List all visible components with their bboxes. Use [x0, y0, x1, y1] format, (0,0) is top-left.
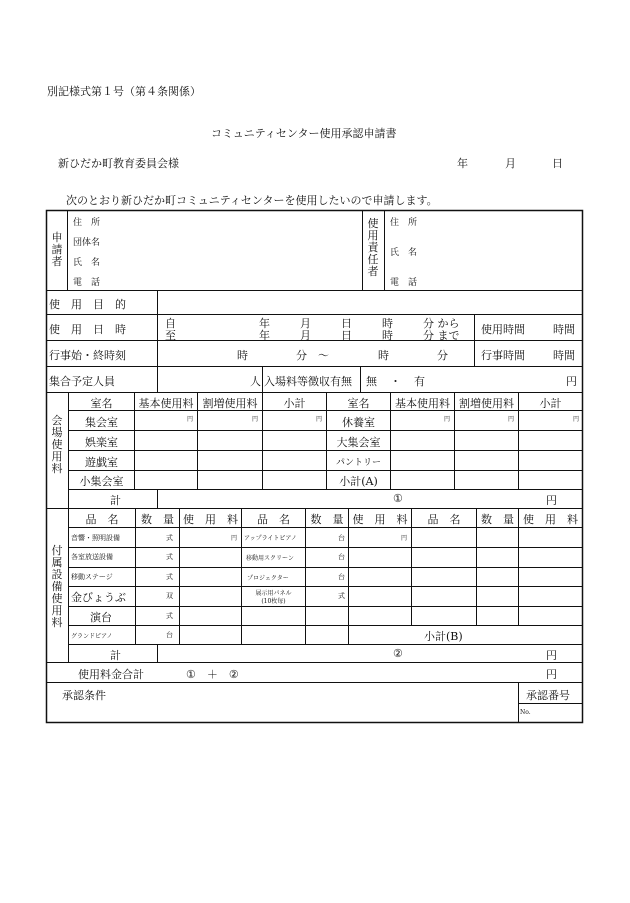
venue-section-label: 会場使用料	[51, 414, 63, 475]
approval-number-label: 承認番号	[526, 689, 570, 702]
venue-header-surcharge-2: 割増使用料	[459, 397, 514, 410]
intro-text: 次のとおり新ひだか町コミュニティセンターを使用したいので申請します。	[66, 194, 438, 207]
event-minute-2: 分	[437, 349, 448, 362]
admission-separator: ・	[390, 375, 401, 388]
from-label: 自	[165, 317, 176, 330]
equip-header-item-3: 品 名	[427, 513, 461, 526]
equipment-total-yen: 円	[546, 649, 557, 662]
day-label-2: 日	[341, 329, 352, 342]
equipment-unit: 式	[166, 573, 173, 581]
venue-header-basic-2: 基本使用料	[395, 397, 450, 410]
grand-total-formula: ① ＋ ②	[186, 668, 239, 681]
tilde: 〜	[318, 349, 329, 362]
equipment-item: 金びょうぶ	[71, 591, 126, 604]
form-reference: 別記様式第１号（第４条関係）	[47, 85, 201, 98]
yen-unit: 円	[316, 416, 323, 423]
event-hour-2: 時	[378, 349, 389, 362]
hour-label-2: 時	[382, 329, 393, 342]
equip-header-qty-3: 数 量	[481, 513, 514, 526]
equipment-item: グランドピアノ	[71, 633, 113, 640]
equip-header-item-2: 品 名	[257, 513, 290, 526]
org-label: 団体名	[73, 238, 101, 248]
use-date-label: 使 用 日 時	[49, 323, 126, 336]
venue-header-room-2: 室名	[347, 397, 370, 410]
yen-unit: 円	[187, 416, 194, 423]
equipment-item: 展示用パネル	[255, 590, 292, 597]
yen-unit: 円	[508, 416, 515, 423]
yen-unit: 円	[401, 535, 408, 542]
equipment-item: アップライトピアノ	[244, 535, 297, 542]
venue-total-mark: ①	[393, 492, 403, 505]
name-label: 氏 名	[73, 258, 101, 268]
manager-phone-label: 電 話	[390, 278, 418, 288]
subtotal-a-label: 小計(A)	[339, 475, 378, 488]
room-name: 娯楽室	[85, 436, 118, 449]
manager-name-label: 氏 名	[390, 248, 418, 258]
admission-yes: 有	[414, 375, 425, 388]
event-hour: 時	[237, 349, 248, 362]
phone-label: 電 話	[73, 278, 101, 288]
month-label: 月	[300, 317, 311, 330]
venue-header-surcharge: 割増使用料	[202, 397, 258, 410]
equip-header-fee-2: 使 用 料	[352, 513, 408, 526]
attendees-label: 集合予定人員	[49, 375, 115, 388]
yen-unit: 円	[252, 416, 259, 423]
people-unit: 人	[250, 375, 261, 388]
approval-number-prefix: No.	[520, 709, 531, 716]
event-time-label: 行事始・終時刻	[49, 349, 126, 362]
equipment-unit: 台	[338, 534, 345, 542]
equipment-unit: 式	[166, 612, 173, 620]
day-label: 日	[341, 317, 352, 330]
venue-total-yen: 円	[546, 494, 557, 507]
manager-section-label: 使用責任者	[367, 217, 379, 278]
date-month-label: 月	[505, 157, 516, 170]
room-name: 小集会室	[79, 475, 124, 488]
grand-total-label: 使用料金合計	[78, 668, 144, 681]
month-label-2: 月	[300, 329, 311, 342]
equip-header-qty: 数 量	[141, 513, 174, 526]
venue-header-room: 室名	[90, 397, 113, 410]
equipment-unit: 台	[338, 553, 345, 561]
grand-total-yen: 円	[546, 668, 557, 681]
equipment-item: 音響・照明設備	[71, 534, 120, 542]
equipment-item: プロジェクター	[247, 575, 289, 582]
admission-yen: 円	[566, 375, 577, 388]
minute-to-label: 分 まで	[423, 329, 460, 342]
to-label: 至	[165, 329, 176, 342]
manager-address-label: 住 所	[390, 218, 418, 228]
room-name: 集会室	[85, 416, 118, 429]
addressee: 新ひだか町教育委員会様	[58, 157, 179, 170]
equipment-unit: 式	[338, 592, 345, 600]
yen-unit: 円	[444, 416, 451, 423]
address-label: 住 所	[73, 218, 101, 228]
admission-none: 無	[366, 375, 377, 388]
equipment-item: 移動ステージ	[71, 573, 113, 581]
date-day-label: 日	[552, 157, 563, 170]
room-name: パントリー	[335, 458, 381, 468]
applicant-section-label: 申請者	[51, 231, 63, 268]
equipment-item-note: (10枚毎)	[261, 598, 286, 605]
equipment-unit: 台	[166, 631, 173, 639]
use-hours-label: 使用時間	[481, 323, 525, 336]
event-hours-label: 行事時間	[481, 349, 525, 362]
subtotal-b-label: 小計(B)	[424, 630, 463, 643]
year-label: 年	[259, 317, 270, 330]
equipment-total-mark: ②	[393, 647, 403, 660]
use-hours-unit: 時間	[553, 323, 575, 336]
equipment-unit: 式	[166, 553, 173, 561]
equip-header-fee: 使 用 料	[183, 513, 238, 526]
yen-unit: 円	[573, 416, 580, 423]
room-name: 大集会室	[336, 436, 381, 449]
equipment-item: 各室放送設備	[71, 553, 113, 561]
form-title: コミュニティセンター使用承認申請書	[211, 127, 397, 140]
equip-header-item: 品 名	[85, 513, 119, 526]
equipment-item: 演台	[90, 611, 112, 624]
minute-from-label: 分 から	[423, 317, 460, 330]
yen-unit: 円	[231, 535, 238, 542]
venue-header-basic: 基本使用料	[138, 397, 194, 410]
equipment-unit: 式	[166, 534, 173, 542]
equipment-item: 移動用スクリーン	[246, 555, 294, 562]
room-name: 遊戯室	[85, 456, 118, 469]
approval-conditions-label: 承認条件	[62, 689, 106, 702]
venue-header-subtotal-2: 小計	[539, 397, 562, 410]
year-label-2: 年	[259, 329, 270, 342]
purpose-label: 使 用 目 的	[49, 298, 126, 311]
equip-header-qty-2: 数 量	[310, 513, 344, 526]
equip-header-fee-3: 使 用 料	[523, 513, 578, 526]
event-hours-unit: 時間	[553, 349, 575, 362]
equipment-section-label: 付属設備使用料	[51, 544, 63, 629]
equipment-unit: 台	[338, 573, 345, 581]
date-year-label: 年	[457, 157, 468, 170]
admission-label: 入場料等徴収有無	[264, 375, 352, 388]
venue-header-subtotal: 小計	[283, 397, 306, 410]
event-minute: 分	[296, 349, 307, 362]
equipment-unit: 双	[166, 592, 173, 600]
hour-label: 時	[382, 317, 393, 330]
equipment-total-label: 計	[110, 649, 121, 662]
room-name: 休養室	[342, 416, 375, 429]
venue-total-label: 計	[110, 494, 121, 507]
